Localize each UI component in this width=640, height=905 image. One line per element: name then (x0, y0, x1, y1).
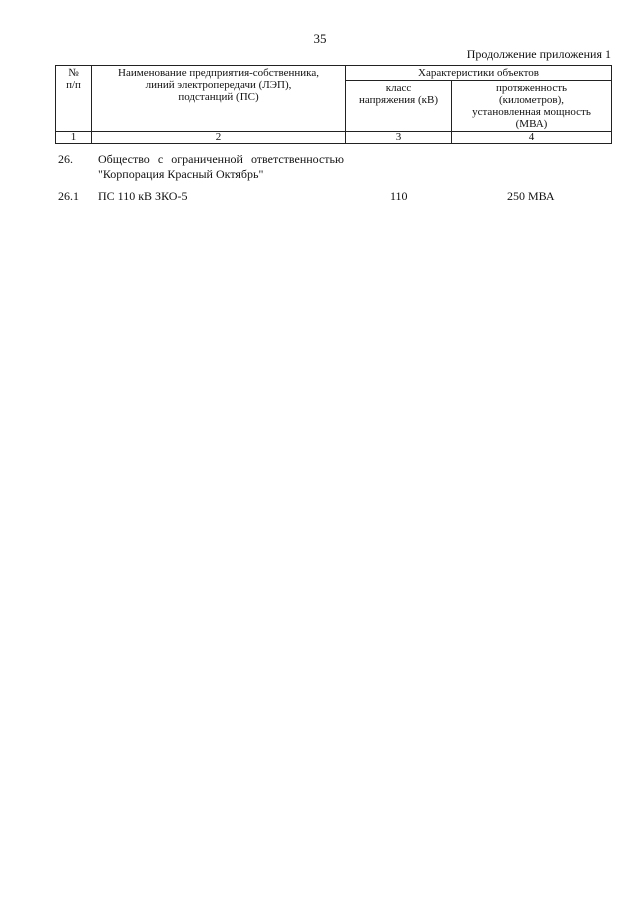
header-num-line1: № (68, 67, 79, 79)
column-number: 4 (452, 132, 612, 144)
column-numbers-row (56, 132, 612, 144)
row-capacity: 250 МВА (507, 189, 555, 203)
header-voltage-line1: класс (385, 82, 412, 94)
column-number: 3 (346, 132, 452, 144)
header-group (346, 66, 612, 81)
header-length-line4: (МВА) (515, 118, 548, 130)
page-number: 35 (313, 31, 327, 46)
column-number: 2 (92, 132, 346, 144)
header-length-line3: установленная мощность (472, 106, 591, 118)
row-name-line2: "Корпорация Красный Октябрь" (98, 167, 264, 181)
row-number: 26. (58, 152, 73, 166)
header-voltage-line2: напряжения (кВ) (359, 94, 438, 106)
header-num (56, 66, 92, 132)
row-number: 26.1 (58, 189, 79, 203)
header-length (452, 81, 612, 132)
header-name (92, 66, 346, 132)
header-name-line2: линий электропередачи (ЛЭП), (145, 79, 292, 91)
row-name (98, 189, 344, 204)
row-name (98, 152, 344, 182)
row-name-line1: ПС 110 кВ ЗКО-5 (98, 189, 188, 203)
row-name-line1: Общество с ограниченной ответственностью (98, 152, 344, 166)
column-number: 1 (56, 132, 92, 144)
continuation-label: Продолжение приложения 1 (466, 47, 611, 61)
header-num-line2: п/п (66, 79, 81, 91)
header-name-line3: подстанций (ПС) (178, 91, 259, 103)
header-length-line1: протяженность (495, 82, 568, 94)
header-length-line2: (километров), (498, 94, 565, 106)
row-voltage: 110 (390, 189, 408, 203)
objects-table (55, 65, 612, 144)
header-group-title: Характеристики объектов (418, 67, 539, 79)
header-name-line1: Наименование предприятия-собственника, (118, 67, 319, 79)
header-voltage (346, 81, 452, 132)
header-row-top (56, 66, 612, 81)
